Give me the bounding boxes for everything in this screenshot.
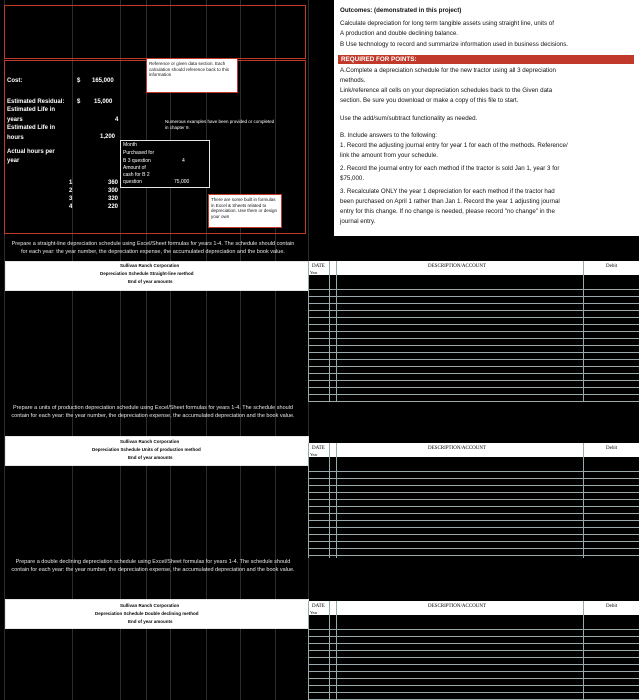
year-2: 2 <box>69 188 73 194</box>
life-years-label-1: Estimated Life in <box>7 107 56 113</box>
journal-year-header: Year <box>310 610 318 615</box>
required-a5: Use the add/sum/subtract functionality as needed. <box>340 115 478 122</box>
uop-sub: End of year amounts <box>128 455 173 460</box>
month-label-3: B 3 question <box>123 158 151 164</box>
year-4: 4 <box>69 204 73 210</box>
amount-label-3: question <box>123 179 142 185</box>
journal-debit-header: Debit <box>606 446 618 451</box>
ddb-company: Sullivan Ranch Corporation <box>120 603 180 608</box>
journal-year-header: Year <box>310 270 318 275</box>
life-years-label-2: years <box>7 117 23 123</box>
life-years-value[interactable]: 4 <box>115 117 119 123</box>
residual-currency: $ <box>77 99 81 105</box>
journal-debit-header: Debit <box>606 604 618 609</box>
required-b2: link the amount from your schedule. <box>340 152 439 159</box>
ddb-sub: End of year amounts <box>128 619 173 624</box>
sl-sub: End of year amounts <box>128 279 173 284</box>
required-b5: 3. Recalculate ONLY the year 1 depreciation for each method if the tractor had <box>340 188 555 195</box>
month-value[interactable]: 4 <box>182 158 185 164</box>
required-b7: entry for this change. If no change is needed, please record "no change" in the <box>340 208 555 215</box>
required-a2: methods. <box>340 77 366 84</box>
month-label-2: Purchased for <box>123 150 155 156</box>
cost-label: Cost: <box>7 78 23 84</box>
year-3: 3 <box>69 196 73 202</box>
journal-date-header: DATE <box>312 264 325 269</box>
units-prompt: Prepare a units of production depreciation schedule using Excel/Sheet formulas for years 1-4. The schedule should contain for each year: the year number, the depreciation expense, the accumulated depreciation and the book value. <box>11 405 295 419</box>
journal-date-header: DATE <box>312 446 325 451</box>
journal-debit-header: Debit <box>606 264 618 269</box>
required-b8: journal entry. <box>340 218 376 225</box>
ddb-title: Depreciation Schedule Double declining method <box>95 611 199 616</box>
year-1: 1 <box>69 180 73 186</box>
required-banner: REQUIRED FOR POINTS: <box>338 55 634 64</box>
cost-value[interactable]: 165,000 <box>92 78 114 84</box>
residual-value[interactable]: 15,000 <box>94 99 113 105</box>
actual-hours-label-2: year <box>7 158 20 164</box>
residual-label: Estimated Residual: <box>7 99 65 105</box>
required-a4: section. Be sure you download or make a copy of this file to start. <box>340 97 519 104</box>
required-b1: 1. Record the adjusting journal entry for year 1 for each of the methods. Reference/ <box>340 142 568 149</box>
required-b0: B. Include answers to the following: <box>340 132 437 139</box>
examples-note: Numerous examples have been provided or completed in chapter 9. <box>165 119 275 130</box>
hours-3[interactable]: 320 <box>108 196 119 202</box>
journal-date-header: DATE <box>312 604 325 609</box>
outcome-line-1: Calculate depreciation for long term tangible assets using straight line, units of <box>340 20 554 27</box>
month-label-1: Month <box>123 142 137 148</box>
journal-row[interactable] <box>308 394 639 402</box>
uop-title: Depreciation Schedule Units of production method <box>92 447 201 452</box>
required-a3: Link/reference all cells on your depreciation schedules back to the Given data <box>340 87 553 94</box>
hours-4[interactable]: 220 <box>108 204 119 210</box>
journal-description-header: DESCRIPTION/ACCOUNT <box>428 446 487 451</box>
hours-1[interactable]: 360 <box>108 180 119 186</box>
reference-note: Reference or given data section. Each calculation should reference back to this information <box>146 58 238 93</box>
outcome-line-3: B Use technology to record and summarize information used in business decisions. <box>340 41 569 48</box>
journal-year-header: Year <box>310 452 318 457</box>
life-hours-label-2: hours <box>7 135 24 141</box>
cost-currency: $ <box>77 78 81 84</box>
journal-row[interactable] <box>308 548 639 556</box>
journal-units <box>308 443 639 558</box>
formulas-note: There are some built in formulas in Excel & Sheets related to depreciation. Use them or design your own <box>208 194 282 228</box>
life-hours-label-1: Estimated Life in <box>7 125 56 131</box>
journal-ddb <box>308 601 639 700</box>
required-b3: 2. Record the journal entry for each method if the tractor is sold Jan 1, year 3 for <box>340 165 560 172</box>
life-hours-value[interactable]: 1,200 <box>100 134 116 140</box>
journal-row[interactable] <box>308 692 639 700</box>
sl-company: Sullivan Ranch Corporation <box>120 263 180 268</box>
journal-description-header: DESCRIPTION/ACCOUNT <box>428 604 487 609</box>
outcome-line-2: A production and double declining balance. <box>340 30 458 37</box>
outcomes-panel <box>334 0 639 236</box>
journal-straight-line <box>308 261 639 401</box>
required-b6: been purchased on April 1 rather than Jan 1. Record the year 1 adjusting journal <box>340 198 560 205</box>
sl-title: Depreciation Schedule Straight-line method <box>100 271 194 276</box>
header-block <box>4 5 306 59</box>
amount-label-2: cash for B 2 <box>123 172 150 178</box>
hours-2[interactable]: 300 <box>108 188 119 194</box>
amount-label-1: Amount of <box>123 165 146 171</box>
required-a1: A.Complete a depreciation schedule for the new tractor using all 3 depreciation <box>340 67 557 74</box>
outcomes-heading: Outcomes: (demonstrated in this project) <box>340 7 462 14</box>
amount-value[interactable]: 75,000 <box>174 179 190 185</box>
journal-description-header: DESCRIPTION/ACCOUNT <box>428 264 487 269</box>
actual-hours-label-1: Actual hours per <box>7 149 55 155</box>
uop-company: Sullivan Ranch Corporation <box>120 439 180 444</box>
ddb-prompt: Prepare a double declining depreciation schedule using Excel/Sheet formulas for years 1-4. The schedule should contain for each year: the year number, the depreciation expense, the accumulated depreciation and the book value. <box>11 559 295 573</box>
required-b4: $75,000. <box>340 175 365 182</box>
straight-line-prompt: Prepare a straight-line depreciation schedule using Excel/Sheet formulas for years 1-4. The schedule should contain for each year: the year number, the depreciation expense, the accumulated depreciation and the book value. <box>11 241 295 255</box>
